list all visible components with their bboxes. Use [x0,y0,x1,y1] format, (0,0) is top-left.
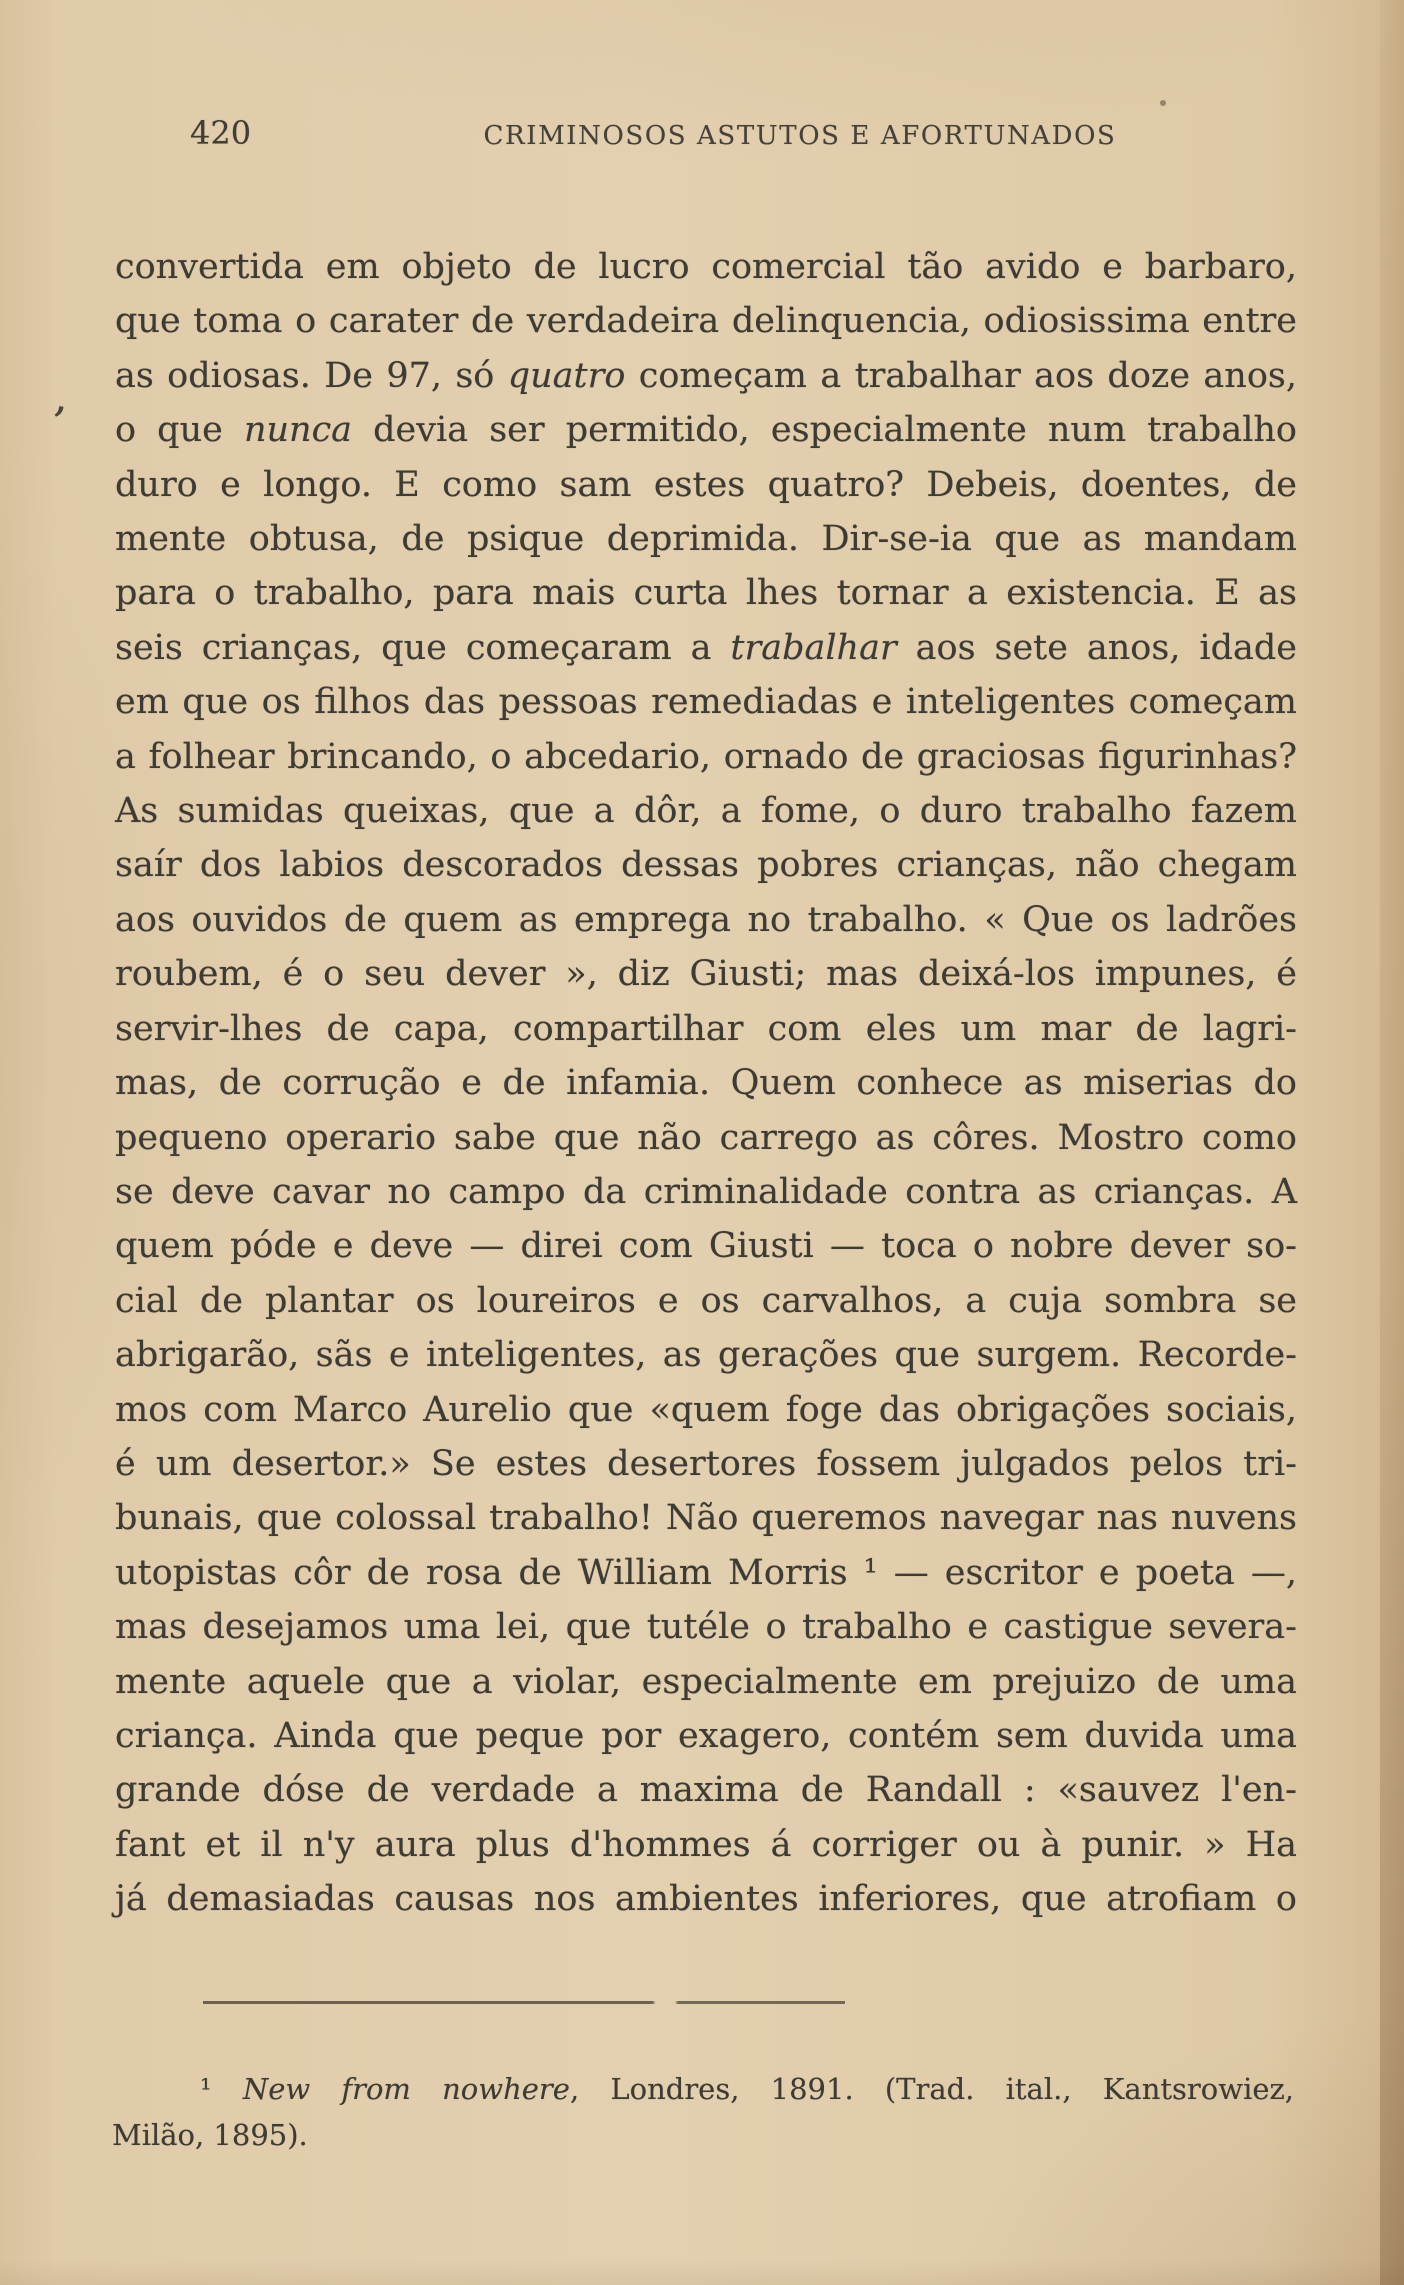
running-title: CRIMINOSOS ASTUTOS E AFORTUNADOS [483,121,1117,151]
text-line: para o trabalho, para mais curta lhes tornar a existencia. E as [115,573,1297,614]
text-line: quem póde e deve — direi com Giusti — toca o nobre dever so- [115,1226,1297,1267]
text-line: As sumidas queixas, que a dôr, a fome, o duro trabalho fazem [115,791,1297,832]
text-line: ¹ New from nowhere, Londres, 1891. (Trad. ital., Kantsrowiez, [200,2072,1294,2106]
text-line: as odiosas. De 97, só quatro começam a trabalhar aos doze anos, [115,355,1297,396]
stray-ink-mark: ’ [45,397,69,450]
text-line: mas desejamos uma lei, que tutéle o trabalho e castigue severa- [115,1607,1297,1648]
text-line: já demasiadas causas nos ambientes inferiores, que atrofiam o [115,1879,1297,1920]
text-line: saír dos labios descorados dessas pobres crianças, não chegam [115,845,1297,886]
text-line: mente obtusa, de psique deprimida. Dir-se-ia que as mandam [115,519,1297,560]
text-line: mos com Marco Aurelio que «quem foge das obrigações sociais, [115,1389,1297,1430]
text-line: o que nunca devia ser permitido, especialmente num trabalho [115,410,1298,451]
text-line: cial de plantar os loureiros e os carvalhos, a cuja sombra se [115,1280,1297,1321]
text-line: Milão, 1895). [112,2118,308,2152]
text-line: servir-lhes de capa, compartilhar com eles um mar de lagri- [115,1008,1297,1049]
text-line: convertida em objeto de lucro comercial tão avido e barbaro, [115,247,1297,287]
text-line: grande dóse de verdade a maxima de Randall : «sauvez l'en- [115,1770,1297,1811]
page-number: 420 [190,114,252,152]
text-line: mente aquele que a violar, especialmente em prejuizo de uma [115,1661,1297,1702]
text-line: duro e longo. E como sam estes quatro? Debeis, doentes, de [115,464,1297,505]
text-line: bunais, que colossal trabalho! Não queremos navegar nas nuvens [115,1498,1297,1539]
text-line: roubem, é o seu dever », diz Giusti; mas deixá-los impunes, é [115,954,1297,995]
text-line: se deve cavar no campo da criminalidade contra as crianças. A [115,1171,1297,1212]
text-line: seis crianças, que começaram a trabalhar aos sete anos, idade [115,627,1297,668]
text-line: abrigarão, sãs e inteligentes, as gerações que surgem. Recorde- [115,1335,1297,1376]
footnote [112,2066,1294,2158]
text-line: criança. Ainda que peque por exagero, contém sem duvida uma [115,1715,1297,1756]
page-edge-shadow-bottom [0,2259,1404,2285]
text-line: pequeno operario sabe que não carrego as côres. Mostro como [115,1117,1297,1158]
footnote-rule [203,2001,845,2004]
text-line: utopistas côr de rosa de William Morris ¹ — escritor e poeta —, [115,1552,1297,1593]
text-line: a folhear brincando, o abcedario, ornado de graciosas figurinhas? [115,736,1297,777]
body-text [115,240,1297,1927]
text-line: que toma o carater de verdadeira delinquencia, odiosissima entre [115,301,1297,342]
text-line: mas, de corrução e de infamia. Quem conhece as miserias do [115,1063,1297,1104]
page-edge-shadow-right [1380,0,1404,2285]
ink-speck [1160,100,1166,106]
text-line: em que os filhos das pessoas remediadas e inteligentes começam [115,682,1297,723]
text-line: fant et il n'y aura plus d'hommes á corriger ou à punir. » Ha [115,1824,1297,1865]
text-line: é um desertor.» Se estes desertores fossem julgados pelos tri- [115,1443,1297,1484]
text-line: aos ouvidos de quem as emprega no trabalho. « Que os ladrões [115,899,1297,940]
